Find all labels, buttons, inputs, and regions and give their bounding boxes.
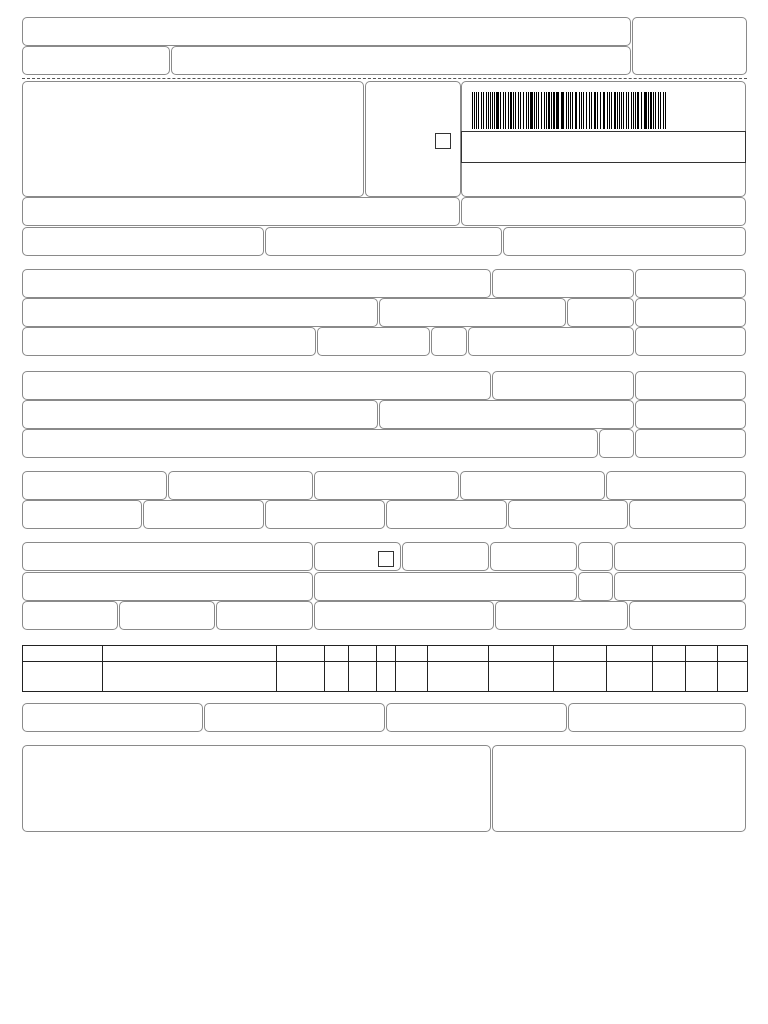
barcode-bar [617, 92, 618, 129]
barcode-bar [609, 92, 610, 129]
b2-r3-c[interactable] [431, 327, 467, 356]
table-cell [277, 646, 325, 662]
b2-r3-d[interactable] [468, 327, 634, 356]
barcode-bar [538, 92, 539, 129]
barcode-bar [572, 92, 573, 129]
barcode-bar [551, 92, 552, 129]
b4-r1-b[interactable] [168, 471, 313, 500]
totals-c[interactable] [386, 703, 567, 732]
b3-r3-c[interactable] [635, 429, 746, 458]
table-header-row [23, 646, 748, 662]
b4-r2-d[interactable] [386, 500, 507, 529]
barcode-bar [546, 92, 547, 129]
table-cell [489, 646, 554, 662]
barcode-bar [483, 92, 484, 129]
form-title-field [22, 17, 631, 46]
barcode-bar [644, 92, 647, 129]
barcode-bar [628, 92, 629, 129]
b2-r2-d[interactable] [635, 298, 746, 327]
table-cell [554, 646, 607, 662]
table-cell[interactable] [718, 662, 748, 692]
barcode-bar [626, 92, 627, 129]
barcode-bar [570, 92, 571, 129]
signature-field[interactable] [492, 745, 746, 832]
barcode-bar [637, 92, 639, 129]
barcode-bar [510, 92, 512, 129]
b2-r1-c[interactable] [635, 269, 746, 298]
barcode-bar [623, 92, 624, 129]
barcode-bar [597, 92, 598, 129]
table-row [23, 662, 748, 692]
table-cell [103, 646, 277, 662]
barcode-bar [478, 92, 479, 129]
address-block-field[interactable] [22, 81, 364, 197]
table-cell [325, 646, 349, 662]
barcode-number-field[interactable] [461, 131, 746, 163]
table-cell[interactable] [396, 662, 428, 692]
barcode-bar [586, 92, 587, 129]
b5-r2-b[interactable] [314, 572, 577, 601]
b2-r3-b[interactable] [317, 327, 430, 356]
barcode-bar [474, 92, 475, 129]
barcode-bar [561, 92, 564, 129]
barcode-bar [520, 92, 521, 129]
field-row1-left[interactable] [22, 197, 460, 226]
barcode-bar [534, 92, 535, 129]
barcode-bar [641, 92, 642, 129]
table-cell[interactable] [489, 662, 554, 692]
barcode-bar [536, 92, 537, 129]
barcode-bar [575, 92, 577, 129]
barcode-bar [481, 92, 482, 129]
b5-r2-d[interactable] [614, 572, 746, 601]
b5-r3-a[interactable] [22, 601, 118, 630]
b4-r2-c[interactable] [265, 500, 385, 529]
b3-r3-a[interactable] [22, 429, 598, 458]
b4-r2-b[interactable] [143, 500, 264, 529]
barcode-bar [665, 92, 666, 129]
field-row1-right[interactable] [461, 197, 746, 226]
b2-r3-e[interactable] [635, 327, 746, 356]
table-cell[interactable] [377, 662, 396, 692]
b5-r1-f[interactable] [614, 542, 746, 571]
table-cell[interactable] [23, 662, 103, 692]
barcode-bar [528, 92, 529, 129]
barcode-bar [603, 92, 605, 129]
b5-r1-d[interactable] [490, 542, 577, 571]
barcode-bar [548, 92, 550, 129]
table-cell[interactable] [653, 662, 686, 692]
b2-r1-a[interactable] [22, 269, 491, 298]
checkbox-top[interactable] [435, 133, 451, 149]
barcode-bar [513, 92, 514, 129]
table-cell [686, 646, 718, 662]
cut-line [22, 78, 747, 79]
barcode-bar [503, 92, 504, 129]
table-cell [653, 646, 686, 662]
b5-r1-c[interactable] [402, 542, 489, 571]
b4-r1-c[interactable] [314, 471, 459, 500]
corner-box [632, 17, 747, 75]
b3-r2-a[interactable] [22, 400, 378, 429]
barcode-bar [591, 92, 592, 129]
b2-r2-b[interactable] [379, 298, 566, 327]
barcode-bar [526, 92, 527, 129]
barcode-bar [476, 92, 477, 129]
barcode-bar [655, 92, 656, 129]
barcode-bar [619, 92, 620, 129]
b2-r1-b[interactable] [492, 269, 634, 298]
checkbox-mid[interactable] [378, 551, 394, 567]
table-cell [428, 646, 489, 662]
barcode-bar [515, 92, 516, 129]
b3-r2-b[interactable] [379, 400, 634, 429]
barcode-bar [650, 92, 652, 129]
table-cell[interactable] [103, 662, 277, 692]
barcode-bar [594, 92, 596, 129]
table-cell[interactable] [325, 662, 349, 692]
b3-r1-c[interactable] [635, 371, 746, 400]
b5-r3-d[interactable] [314, 601, 494, 630]
barcode-bar [635, 92, 636, 129]
remarks-field[interactable] [22, 745, 491, 832]
barcode-bar [508, 92, 509, 129]
b4-r2-a[interactable] [22, 500, 142, 529]
field-row2-b[interactable] [265, 227, 502, 256]
barcode-bar [621, 92, 622, 129]
barcode-bar [611, 92, 612, 129]
b2-r2-a[interactable] [22, 298, 378, 327]
barcode-bar [556, 92, 559, 129]
barcode-bar [581, 92, 582, 129]
b2-r3-a[interactable] [22, 327, 316, 356]
barcode-bar [530, 92, 533, 129]
b5-r1-a[interactable] [22, 542, 313, 571]
barcode-bar [663, 92, 664, 129]
barcode-bar [648, 92, 649, 129]
barcode-bar [631, 92, 632, 129]
barcode-bar [488, 92, 489, 129]
table-cell [718, 646, 748, 662]
b5-r3-e[interactable] [495, 601, 628, 630]
barcode-bar [544, 92, 545, 129]
b3-r2-c[interactable] [635, 400, 746, 429]
barcode-bar [653, 92, 654, 129]
barcode-bar [566, 92, 567, 129]
barcode-bar [600, 92, 601, 129]
b5-r2-c[interactable] [578, 572, 613, 601]
barcode-bar [614, 92, 616, 129]
table-cell [607, 646, 653, 662]
barcode [471, 92, 671, 129]
barcode-bar [494, 92, 495, 129]
b5-r3-f[interactable] [629, 601, 746, 630]
barcode-bar [579, 92, 580, 129]
barcode-bar [523, 92, 524, 129]
totals-d[interactable] [568, 703, 746, 732]
barcode-bar [492, 92, 493, 129]
b4-r2-f[interactable] [629, 500, 746, 529]
header-left-field[interactable] [22, 46, 170, 75]
totals-a[interactable] [22, 703, 203, 732]
barcode-bar [658, 92, 659, 129]
barcode-bar [486, 92, 487, 129]
b4-r2-e[interactable] [508, 500, 628, 529]
barcode-bar [490, 92, 491, 129]
barcode-bar [568, 92, 569, 129]
b4-r1-a[interactable] [22, 471, 167, 500]
barcode-bar [505, 92, 506, 129]
table-cell[interactable] [554, 662, 607, 692]
b5-r1-e[interactable] [578, 542, 613, 571]
table-cell[interactable] [428, 662, 489, 692]
barcode-bar [607, 92, 608, 129]
barcode-bar [589, 92, 590, 129]
barcode-bar [633, 92, 634, 129]
table-cell [396, 646, 428, 662]
barcode-bar [583, 92, 584, 129]
b3-r1-b[interactable] [492, 371, 634, 400]
barcode-bar [541, 92, 542, 129]
table-cell[interactable] [277, 662, 325, 692]
barcode-bar [496, 92, 499, 129]
b3-r3-b[interactable] [599, 429, 634, 458]
b5-r2-a[interactable] [22, 572, 313, 601]
b4-r1-e[interactable] [606, 471, 746, 500]
table-cell[interactable] [686, 662, 718, 692]
barcode-bar [472, 92, 473, 129]
field-row2-a[interactable] [22, 227, 264, 256]
barcode-bar [518, 92, 519, 129]
table-cell [349, 646, 377, 662]
barcode-bar [660, 92, 661, 129]
b5-r3-c[interactable] [216, 601, 313, 630]
field-row2-c[interactable] [503, 227, 746, 256]
totals-b[interactable] [204, 703, 385, 732]
b3-r1-a[interactable] [22, 371, 491, 400]
data-table [22, 645, 748, 692]
header-right-field[interactable] [171, 46, 631, 75]
table-cell [23, 646, 103, 662]
b4-r1-d[interactable] [460, 471, 605, 500]
table-cell[interactable] [607, 662, 653, 692]
barcode-bar [553, 92, 555, 129]
table-cell [377, 646, 396, 662]
barcode-bar [500, 92, 501, 129]
table-cell[interactable] [349, 662, 377, 692]
b5-r3-b[interactable] [119, 601, 215, 630]
b2-r2-c[interactable] [567, 298, 634, 327]
